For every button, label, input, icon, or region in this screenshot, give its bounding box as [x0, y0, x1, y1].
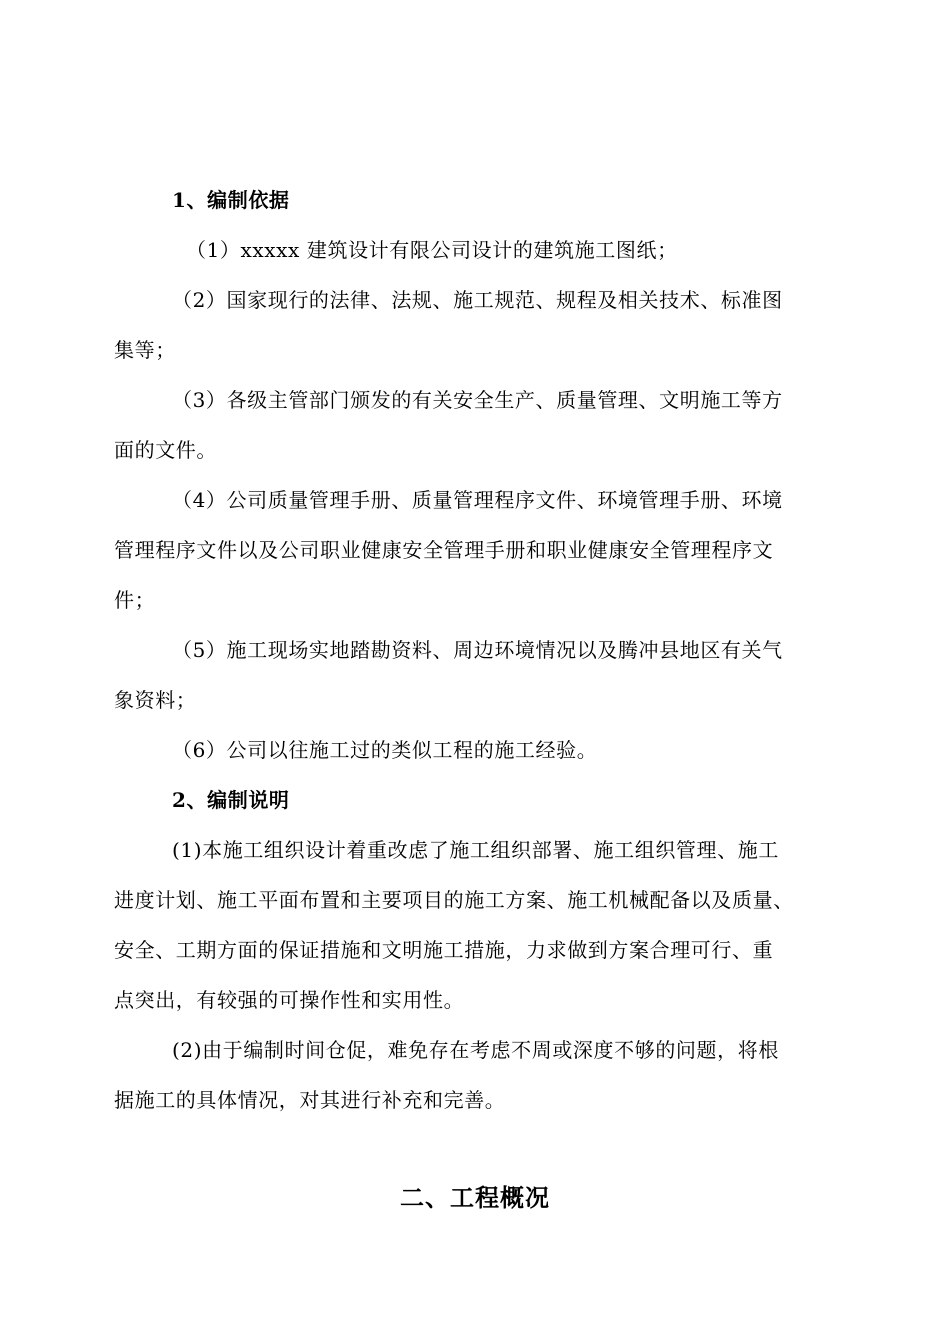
- basis-item-2-line-1: （2）国家现行的法律、法规、施工规范、规程及相关技术、标准图: [172, 288, 783, 312]
- section2-heading: 2、编制说明: [172, 788, 290, 812]
- basis-item-1: （1）xxxxx 建筑设计有限公司设计的建筑施工图纸；: [186, 238, 678, 262]
- basis-item-3-line-2: 面的文件。: [114, 438, 217, 462]
- basis-item-4-line-2: 管理程序文件以及公司职业健康安全管理手册和职业健康安全管理程序文: [114, 538, 774, 562]
- chapter-title: 二、工程概况: [400, 1183, 550, 1212]
- note-2-line-1: (2)由于编制时间仓促，难免存在考虑不周或深度不够的问题，将根: [172, 1038, 779, 1062]
- note-1-line-2: 进度计划、施工平面布置和主要项目的施工方案、施工机械配备以及质量、: [114, 888, 794, 912]
- basis-item-3-line-1: （3）各级主管部门颁发的有关安全生产、质量管理、文明施工等方: [172, 388, 783, 412]
- note-1-line-3: 安全、工期方面的保证措施和文明施工措施，力求做到方案合理可行、重: [114, 938, 774, 962]
- note-1-line-4: 点突出，有较强的可操作性和实用性。: [114, 988, 465, 1012]
- basis-item-4-line-1: （4）公司质量管理手册、质量管理程序文件、环境管理手册、环境: [172, 488, 783, 512]
- note-2-line-2: 据施工的具体情况，对其进行补充和完善。: [114, 1088, 506, 1112]
- basis-item-2-line-2: 集等；: [114, 338, 176, 362]
- basis-item-5-line-2: 象资料；: [114, 688, 197, 712]
- note-1-line-1: (1)本施工组织设计着重改虑了施工组织部署、施工组织管理、施工: [172, 838, 779, 862]
- section1-heading: 1、编制依据: [172, 188, 290, 212]
- basis-item-6: （6）公司以往施工过的类似工程的施工经验。: [172, 738, 598, 762]
- basis-item-4-line-3: 件；: [114, 588, 156, 612]
- basis-item-5-line-1: （5）施工现场实地踏勘资料、周边环境情况以及腾冲县地区有关气: [172, 638, 783, 662]
